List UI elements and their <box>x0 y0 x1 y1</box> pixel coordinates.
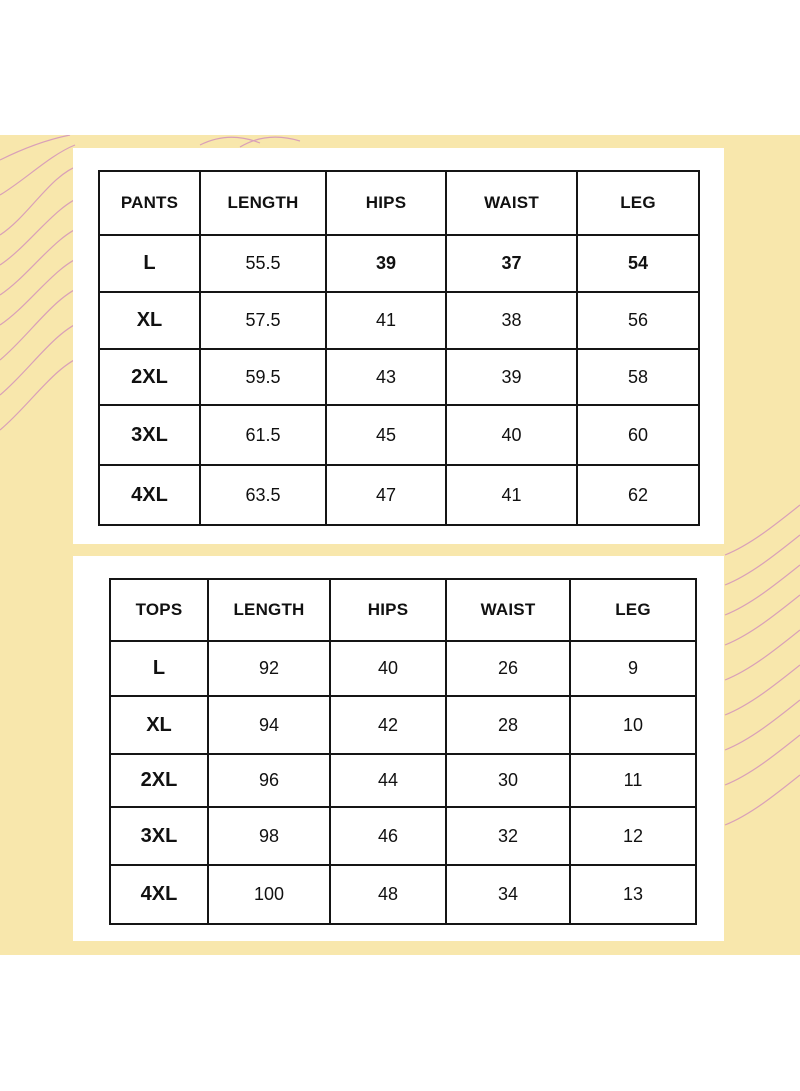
table-row <box>110 696 696 754</box>
table-cell: 26 <box>446 641 570 696</box>
table-row <box>99 349 699 405</box>
header-cell: WAIST <box>446 579 570 641</box>
header-cell: LENGTH <box>208 579 330 641</box>
table-cell: 63.5 <box>200 465 326 525</box>
table-cell: 96 <box>208 754 330 807</box>
tops-size-card <box>73 556 724 941</box>
table-cell: 54 <box>577 235 699 292</box>
table-cell: 30 <box>446 754 570 807</box>
table-row <box>110 807 696 865</box>
table-cell: 59.5 <box>200 349 326 405</box>
table-cell: 58 <box>577 349 699 405</box>
table-cell: 28 <box>446 696 570 754</box>
table-cell: 38 <box>446 292 577 349</box>
table-cell: 40 <box>446 405 577 465</box>
table-row <box>110 754 696 807</box>
header-cell: LEG <box>577 171 699 235</box>
table-header-row <box>110 579 696 641</box>
table-cell: 32 <box>446 807 570 865</box>
header-cell: PANTS <box>99 171 200 235</box>
pants-size-table <box>98 170 700 526</box>
table-cell: 46 <box>330 807 446 865</box>
table-cell: 60 <box>577 405 699 465</box>
table-cell: 44 <box>330 754 446 807</box>
table-row <box>110 641 696 696</box>
tops-size-table <box>109 578 697 925</box>
table-header-row <box>99 171 699 235</box>
size-label: L <box>99 235 200 292</box>
size-label: 2XL <box>110 754 208 807</box>
table-cell: 10 <box>570 696 696 754</box>
table-cell: 55.5 <box>200 235 326 292</box>
table-row <box>110 865 696 924</box>
size-label: 4XL <box>99 465 200 525</box>
table-cell: 41 <box>326 292 446 349</box>
table-cell: 39 <box>326 235 446 292</box>
size-label: XL <box>99 292 200 349</box>
table-cell: 13 <box>570 865 696 924</box>
table-cell: 98 <box>208 807 330 865</box>
pants-size-card <box>73 148 724 544</box>
size-label: XL <box>110 696 208 754</box>
header-cell: WAIST <box>446 171 577 235</box>
size-label: 2XL <box>99 349 200 405</box>
size-label: 3XL <box>110 807 208 865</box>
table-cell: 43 <box>326 349 446 405</box>
table-cell: 92 <box>208 641 330 696</box>
background-band <box>0 135 800 955</box>
table-cell: 39 <box>446 349 577 405</box>
table-cell: 62 <box>577 465 699 525</box>
table-row <box>99 465 699 525</box>
table-cell: 42 <box>330 696 446 754</box>
size-label: 4XL <box>110 865 208 924</box>
table-cell: 11 <box>570 754 696 807</box>
table-cell: 12 <box>570 807 696 865</box>
table-cell: 94 <box>208 696 330 754</box>
table-cell: 34 <box>446 865 570 924</box>
header-cell: TOPS <box>110 579 208 641</box>
table-cell: 37 <box>446 235 577 292</box>
table-cell: 9 <box>570 641 696 696</box>
table-cell: 47 <box>326 465 446 525</box>
header-cell: HIPS <box>326 171 446 235</box>
size-label: L <box>110 641 208 696</box>
table-cell: 40 <box>330 641 446 696</box>
size-label: 3XL <box>99 405 200 465</box>
table-row <box>99 405 699 465</box>
header-cell: HIPS <box>330 579 446 641</box>
table-cell: 100 <box>208 865 330 924</box>
table-cell: 41 <box>446 465 577 525</box>
table-cell: 48 <box>330 865 446 924</box>
table-cell: 61.5 <box>200 405 326 465</box>
table-cell: 57.5 <box>200 292 326 349</box>
header-cell: LEG <box>570 579 696 641</box>
table-cell: 56 <box>577 292 699 349</box>
header-cell: LENGTH <box>200 171 326 235</box>
table-cell: 45 <box>326 405 446 465</box>
table-row <box>99 235 699 292</box>
table-row <box>99 292 699 349</box>
